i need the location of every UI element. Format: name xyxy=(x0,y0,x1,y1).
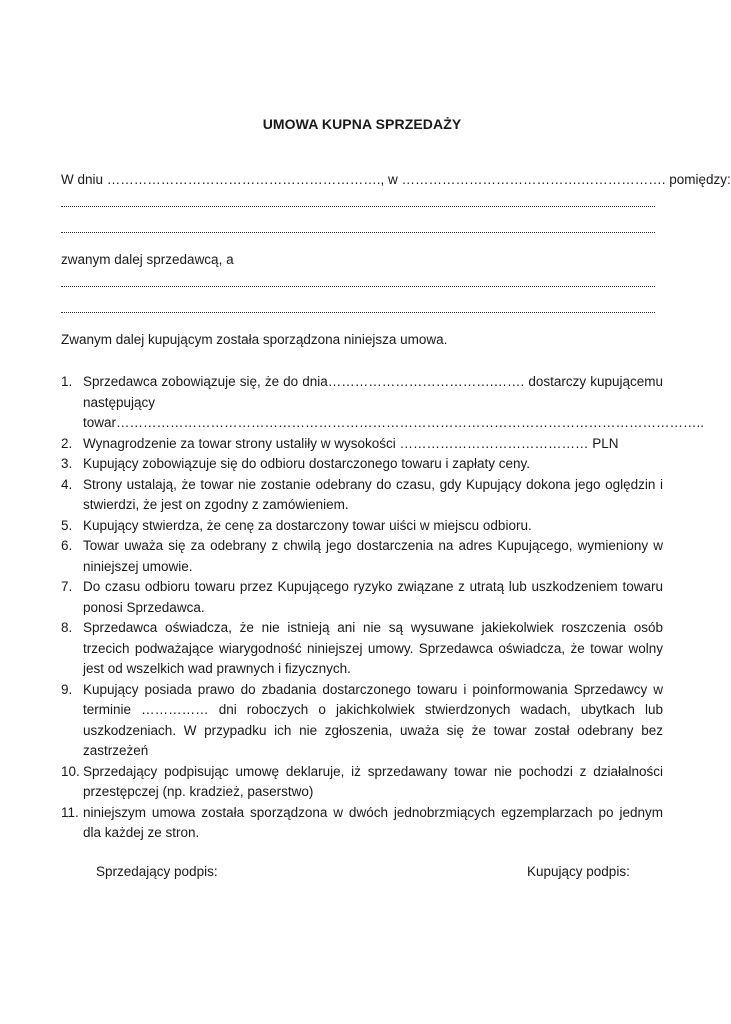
term-item xyxy=(61,475,663,516)
term-text: Wynagrodzenie za towar strony ustaliły w wysokości …………………………………… PLN xyxy=(83,435,619,451)
term-number: 7. xyxy=(61,579,73,594)
seller-blank-line-1 xyxy=(61,204,655,207)
term-text: niniejszym umowa została sporządzona w dwóch jednobrzmiących egzemplarzach po jednym dla każdej ze stron. xyxy=(83,804,663,840)
term-text: Strony ustalają, że towar nie zostanie odebrany do czasu, gdy Kupujący dokona jego oględzin i stwierdzi, że jest on zgodny z zamówieniem. xyxy=(83,476,663,512)
seller-label: zwanym dalej sprzedawcą, a xyxy=(61,252,234,267)
term-number: 6. xyxy=(61,538,73,553)
date-place-line: W dniu ……………………………………………………., w ………………………………….………………. pomiędzy: xyxy=(61,172,731,187)
buyer-signature-label: Kupujący podpis: xyxy=(527,864,630,879)
buyer-blank-line-2 xyxy=(61,310,655,313)
term-number: 4. xyxy=(61,476,73,492)
term-number: 2. xyxy=(61,435,73,451)
term-number: 10. xyxy=(61,763,80,779)
term-number: 11. xyxy=(61,804,79,820)
term-item xyxy=(61,618,663,680)
term-item xyxy=(61,577,663,618)
seller-blank-line-2 xyxy=(61,230,655,233)
term-item xyxy=(61,372,705,434)
document-title: UMOWA KUPNA SPRZEDAŻY xyxy=(262,116,462,132)
buyer-blank-line-1 xyxy=(61,284,655,287)
term-item xyxy=(61,434,663,455)
terms-list xyxy=(61,372,705,844)
buyer-label: Zwanym dalej kupującym została sporządzona niniejsza umowa. xyxy=(61,332,448,347)
seller-signature-label: Sprzedający podpis: xyxy=(96,864,218,879)
term-number: 5. xyxy=(61,517,73,533)
term-text: Towar uważa się za odebrany z chwilą jego dostarczenia na adres Kupującego, wymieniony w niniejszej umowie. xyxy=(83,538,663,574)
term-item xyxy=(61,536,663,577)
term-text: Sprzedający podpisując umowę deklaruje, iż sprzedawany towar nie pochodzi z działalności przestępczej (np. kradzież, paserstwo) xyxy=(83,763,663,799)
term-item xyxy=(61,803,663,844)
term-item xyxy=(61,454,663,475)
term-text: Sprzedawca oświadcza, że nie istnieją ani nie są wysuwane jakiekolwiek roszczenia osób trzecich podważające wiarygodność niniejszej umowy. Sprzedawca oświadcza, że towar wolny jest od wszelkich wad prawnych i fizycznych. xyxy=(83,620,663,676)
term-item xyxy=(61,680,663,762)
term-text: Sprzedawca zobowiązuje się, że do dnia……………………………….……. dostarczy kupującemu następujący towar………………………………………………………………………………………………………………….. xyxy=(83,374,705,430)
term-item xyxy=(61,516,663,537)
term-text: Kupujący zobowiązuje się do odbioru dostarczonego towaru i zapłaty ceny. xyxy=(83,456,531,471)
term-text: Kupujący stwierdza, że cenę za dostarczony towar uiści w miejscu odbioru. xyxy=(83,517,532,533)
term-number: 9. xyxy=(61,681,73,697)
term-number: 3. xyxy=(61,456,73,471)
term-text: Do czasu odbioru towaru przez Kupującego ryzyko związane z utratą lub uszkodzeniem towaru ponosi Sprzedawca. xyxy=(83,579,663,615)
term-number: 8. xyxy=(61,620,73,635)
term-item xyxy=(61,762,663,803)
term-number: 1. xyxy=(61,374,73,389)
term-text: Kupujący posiada prawo do zbadania dostarczonego towaru i poinformowania Sprzedawcy w terminie …………… dni roboczych o jakichkolwiek stwierdzonych wadach, ubytkach lub uszkodzeniach. W przypadku ich nie zgłoszenia, uważa się że towar został odebrany bez zastrzeżeń xyxy=(83,681,663,758)
